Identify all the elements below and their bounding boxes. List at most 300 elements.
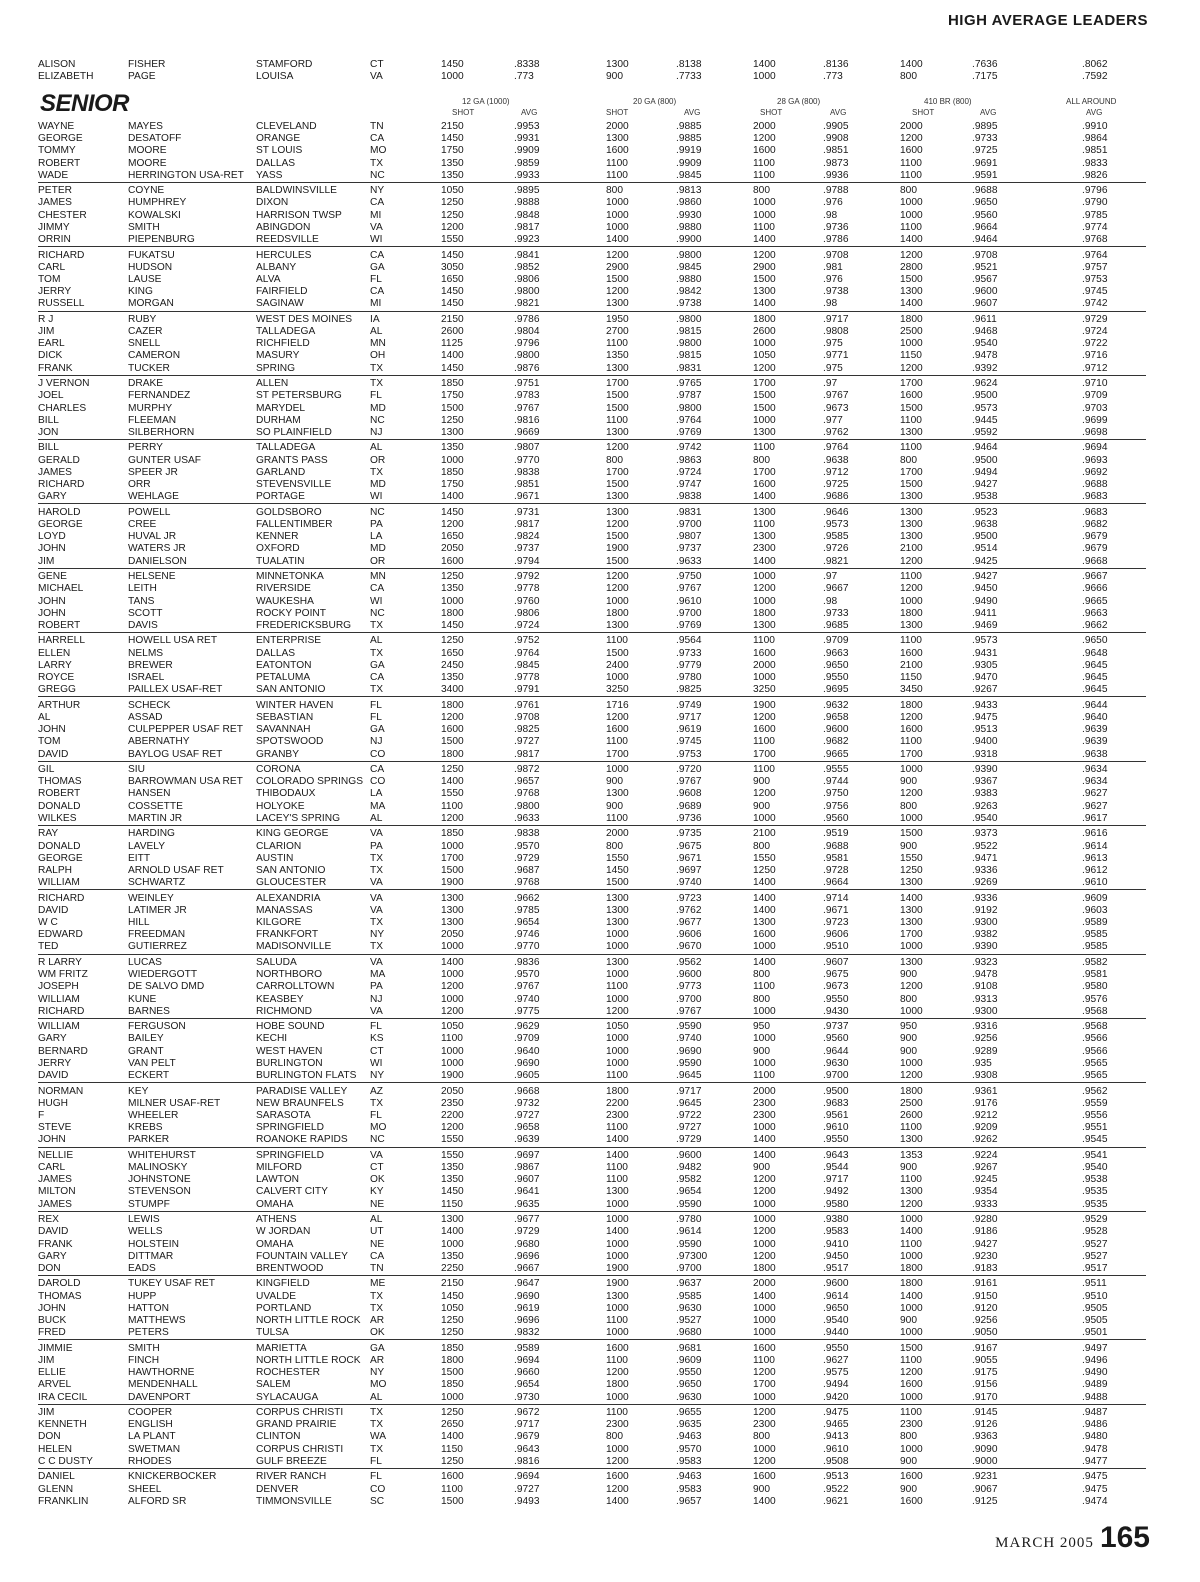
all-around-avg: .9634 [1082,776,1108,787]
avg-410: .9170 [972,1392,998,1403]
avg-410: .9313 [972,994,998,1005]
last-name: SWETMAN [128,1444,181,1455]
avg-410: .9500 [972,455,998,466]
all-around-avg: .9538 [1082,1174,1108,1185]
last-name: FLEEMAN [128,415,177,426]
shot-12ga: 1500 [441,1496,464,1507]
all-around-avg: .9768 [1082,234,1108,245]
shot-410: 1000 [900,1006,923,1017]
city: ALVA [256,274,281,285]
first-name: LARRY [38,660,72,671]
avg-28ga: .9607 [823,957,849,968]
avg-12ga: .9794 [514,556,540,567]
avg-20ga: .9722 [676,1110,702,1121]
shot-20ga: 1100 [606,1407,628,1418]
avg-410: .9367 [972,776,998,787]
state: TX [370,158,384,169]
city: NORTH LITTLE ROCK [256,1355,361,1366]
shot-28ga: 2000 [753,1086,776,1097]
state: TX [370,941,384,952]
last-name: COSSETTE [128,801,183,812]
state: CO [370,776,386,787]
shot-28ga: 1300 [753,427,776,438]
shot-28ga: 1300 [753,620,776,631]
avg-12ga: .9619 [514,1303,540,1314]
shot-410: 2000 [900,121,923,132]
city: OXFORD [256,543,300,554]
table-row [0,648,1200,660]
avg-28ga: .9420 [823,1392,849,1403]
avg-12ga: .9851 [514,479,540,490]
avg-410: .9390 [972,941,998,952]
state: GA [370,262,385,273]
last-name: WHITEHURST [128,1150,196,1161]
avg-28ga: .97 [823,378,838,389]
avg-20ga: .9527 [676,1315,702,1326]
avg-12ga: .9657 [514,776,540,787]
city: TALLADEGA [256,442,316,453]
shot-28ga: 900 [753,1484,770,1495]
shot-20ga: 1300 [606,1186,629,1197]
avg-12ga: .9806 [514,608,540,619]
state: AR [370,1315,385,1326]
state: NE [370,1199,385,1210]
state: MI [370,298,382,309]
shot-20ga: 1600 [606,724,629,735]
shot-410: 1000 [900,1058,923,1069]
avg-20ga: .9590 [676,1058,702,1069]
table-row [0,1484,1200,1496]
avg-28ga: .9465 [823,1419,849,1430]
state: MO [370,1122,387,1133]
last-name: DITTMAR [128,1251,174,1262]
avg-28ga: .9733 [823,608,849,619]
state: CA [370,583,385,594]
last-name: BAYLOG USAF RET [128,749,223,760]
first-name: THOMAS [38,1291,82,1302]
shot-20ga: 1300 [606,788,629,799]
avg-20ga: .9736 [676,813,702,824]
last-name: MALINOSKY [128,1162,188,1173]
avg-410: .9494 [972,467,998,478]
all-around-avg: .9644 [1082,700,1108,711]
state: TN [370,1263,384,1274]
all-around-avg: .9693 [1082,455,1108,466]
shot-28ga: 1100 [753,1070,775,1081]
table-row [0,801,1200,813]
avg-28ga: .9667 [823,583,849,594]
last-name: STUMPF [128,1199,170,1210]
last-name: SMITH [128,1343,160,1354]
avg-12ga: .9817 [514,519,540,530]
avg-12ga: .9647 [514,1278,540,1289]
shot-410: 1300 [900,507,923,518]
shot-410: 1800 [900,1278,923,1289]
shot-28ga: 1250 [753,865,776,876]
shot-28ga: 1100 [753,1355,775,1366]
last-name: EITT [128,853,151,864]
avg-20ga: .9749 [676,700,702,711]
shot-28ga: 1600 [753,648,776,659]
city: CORPUS CHRISTI [256,1444,344,1455]
shot-12ga: 1600 [441,724,464,735]
avg-20ga: .9773 [676,981,702,992]
group-divider [38,954,1146,955]
all-around-avg: .9742 [1082,298,1108,309]
state: ME [370,1278,386,1289]
avg-410: .9145 [972,1407,998,1418]
shot-20ga: 1100 [606,813,628,824]
last-name: WATERS JR [128,543,186,554]
shot-28ga: 1700 [753,1379,776,1390]
shot-12ga: 1400 [441,491,464,502]
last-name: CREE [128,519,157,530]
shot-28ga: 1600 [753,479,776,490]
city: ST PETERSBURG [256,390,342,401]
shot-28ga: 1000 [753,1315,776,1326]
first-name: STEVE [38,1122,72,1133]
state: WA [370,1431,387,1442]
first-name: DAVID [38,749,69,760]
avg-28ga: .9610 [823,1444,849,1455]
avg-20ga: .9670 [676,941,702,952]
shot-410: 1150 [900,350,922,361]
avg-28ga: .9762 [823,427,849,438]
shot-12ga: 1200 [441,222,464,233]
shot-28ga: 1000 [753,1214,776,1225]
table-row [0,442,1200,454]
shot-12ga: 1100 [441,1033,463,1044]
avg-28ga: .9764 [823,442,849,453]
first-name: R LARRY [38,957,82,968]
table-row [0,1327,1200,1339]
shot-12ga: 1650 [441,274,464,285]
city: DALLAS [256,648,296,659]
all-around-avg: .8062 [1082,59,1108,70]
avg-410: .9280 [972,1214,998,1225]
all-around-avg: .9556 [1082,1110,1108,1121]
table-row [0,1291,1200,1303]
shot-12ga: 1900 [441,1070,464,1081]
avg-20ga: .7733 [676,71,702,82]
shot-12ga: 1450 [441,620,464,631]
all-around-avg: .9666 [1082,583,1108,594]
all-around-avg: .9510 [1082,1291,1108,1302]
state: AL [370,1392,383,1403]
last-name: GUTIERREZ [128,941,187,952]
avg-410: .9427 [972,571,998,582]
city: FAIRFIELD [256,286,308,297]
avg-410: .9638 [972,519,998,530]
avg-20ga: .9717 [676,712,702,723]
avg-410: .9471 [972,853,998,864]
first-name: CARL [38,1162,66,1173]
shot-12ga: 1850 [441,1379,464,1390]
table-row [0,59,1200,71]
city: SAGINAW [256,298,304,309]
table-row [0,519,1200,531]
avg-410: .9611 [972,314,997,325]
last-name: COOPER [128,1407,173,1418]
last-name: CULPEPPER USAF RET [128,724,243,735]
last-name: DRAKE [128,378,164,389]
first-name: ROYCE [38,672,75,683]
table-row [0,427,1200,439]
shot-410: 1100 [900,1174,922,1185]
all-around-avg: .9785 [1082,210,1108,221]
shot-410: 1200 [900,363,923,374]
table-row [0,684,1200,696]
all-around-avg: .9682 [1082,519,1108,530]
all-around-avg: .9565 [1082,1070,1108,1081]
avg-410: .9725 [972,145,998,156]
group-divider [38,503,1146,504]
state: NE [370,1239,385,1250]
shot-12ga: 1250 [441,1327,464,1338]
shot-410: 1800 [900,700,923,711]
table-row [0,262,1200,274]
shot-28ga: 1200 [753,712,776,723]
shot-410: 2100 [900,543,923,554]
avg-12ga: .9737 [514,543,540,554]
avg-28ga: .976 [823,197,843,208]
first-name: CHARLES [38,403,87,414]
table-row [0,326,1200,338]
shot-20ga: 1500 [606,274,629,285]
avg-20ga: .9600 [676,969,702,980]
shot-410: 1100 [900,222,922,233]
city: KINGFIELD [256,1278,310,1289]
avg-20ga: .9729 [676,1134,702,1145]
first-name: FRED [38,1327,66,1338]
last-name: ENGLISH [128,1419,173,1430]
shot-12ga: 1400 [441,350,464,361]
shot-20ga: 1000 [606,994,629,1005]
shot-20ga: 1500 [606,556,629,567]
last-name: KING [128,286,153,297]
avg-410: .9573 [972,403,998,414]
first-name: GEORGE [38,133,83,144]
state: NY [370,185,385,196]
first-name: ELIZABETH [38,71,94,82]
all-around-avg: .9562 [1082,1086,1108,1097]
shot-410: 1000 [900,813,923,824]
gauge-header: 28 GA (800) [777,97,821,106]
group-divider [38,375,1146,376]
shot-28ga: 2900 [753,262,776,273]
shot-28ga: 1000 [753,338,776,349]
shot-12ga: 1750 [441,479,464,490]
all-around-avg: .9639 [1082,736,1108,747]
avg-subheader: AVG [684,108,701,117]
shot-410: 1000 [900,1303,923,1314]
table-row [0,941,1200,953]
avg-28ga: .9717 [823,314,849,325]
avg-410: .9267 [972,1162,998,1173]
city: SPRING [256,363,296,374]
avg-20ga: .9813 [676,185,702,196]
avg-12ga: .8338 [514,59,540,70]
avg-28ga: .9737 [823,1021,849,1032]
avg-20ga: .9700 [676,994,702,1005]
first-name: JIM [38,1355,55,1366]
avg-28ga: .9600 [823,724,849,735]
last-name: HELSENE [128,571,176,582]
avg-12ga: .9708 [514,712,540,723]
all-around-avg: .9486 [1082,1419,1108,1430]
avg-20ga: .9590 [676,1199,702,1210]
shot-12ga: 1100 [441,1484,463,1495]
last-name: WIEDERGOTT [128,969,198,980]
avg-28ga: .9555 [823,764,849,775]
shot-28ga: 1700 [753,749,776,760]
avg-410: .9269 [972,877,998,888]
avg-12ga: .773 [514,71,534,82]
avg-28ga: .98 [823,596,838,607]
table-row [0,1033,1200,1045]
last-name: HUDSON [128,262,173,273]
last-name: ISRAEL [128,672,165,683]
all-around-avg: .9585 [1082,941,1108,952]
shot-20ga: 1300 [606,59,629,70]
shot-20ga: 1100 [606,1174,628,1185]
shot-410: 1200 [900,1199,923,1210]
city: MANASSAS [256,905,313,916]
table-row [0,1239,1200,1251]
table-row [0,403,1200,415]
last-name: LEWIS [128,1214,160,1225]
first-name: GIL [38,764,55,775]
state: GA [370,724,385,735]
state: FL [370,1110,382,1121]
shot-20ga: 1300 [606,298,629,309]
first-name: JERRY [38,1058,72,1069]
city: SAN ANTONIO [256,684,326,695]
shot-12ga: 1300 [441,905,464,916]
shot-28ga: 800 [753,841,770,852]
all-around-avg: .9551 [1082,1122,1108,1133]
shot-20ga: 1200 [606,1456,629,1467]
all-around-avg: .9475 [1082,1484,1108,1495]
first-name: BUCK [38,1315,67,1326]
shot-20ga: 1350 [606,350,629,361]
avg-12ga: .9746 [514,929,540,940]
all-around-avg: .9757 [1082,262,1108,273]
shot-12ga: 1850 [441,1343,464,1354]
avg-12ga: .9752 [514,635,540,646]
avg-28ga: .9575 [823,1367,849,1378]
table-row [0,608,1200,620]
avg-28ga: .9475 [823,1407,849,1418]
first-name: CHESTER [38,210,87,221]
shot-410: 1400 [900,893,923,904]
avg-28ga: .9808 [823,326,849,337]
shot-410: 1700 [900,929,923,940]
shot-28ga: 1600 [753,1471,776,1482]
state: NC [370,415,385,426]
table-row [0,1315,1200,1327]
shot-410: 1300 [900,905,923,916]
shot-12ga: 1400 [441,1431,464,1442]
avg-20ga: .9747 [676,479,702,490]
shot-410: 800 [900,455,917,466]
table-row [0,813,1200,825]
avg-12ga: .9633 [514,813,540,824]
avg-12ga: .9680 [514,1239,540,1250]
city: SALUDA [256,957,297,968]
avg-28ga: .9685 [823,620,849,631]
shot-410: 1100 [900,170,922,181]
all-around-avg: .9638 [1082,749,1108,760]
avg-12ga: .9852 [514,262,540,273]
shot-28ga: 1000 [753,1392,776,1403]
state: MI [370,210,382,221]
city: TUALATIN [256,556,305,567]
city: DALLAS [256,158,296,169]
first-name: DON [38,1431,61,1442]
avg-20ga: .9740 [676,877,702,888]
avg-28ga: .9614 [823,1291,849,1302]
last-name: LEITH [128,583,157,594]
shot-28ga: 1550 [753,853,776,864]
avg-20ga: .9717 [676,1086,702,1097]
avg-410: .9650 [972,197,998,208]
avg-410: .9067 [972,1484,998,1495]
avg-28ga: .9673 [823,981,849,992]
last-name: MOORE [128,158,167,169]
last-name: ALFORD SR [128,1496,187,1507]
avg-410: .9691 [972,158,998,169]
shot-12ga: 1500 [441,403,464,414]
avg-28ga: .9508 [823,1456,849,1467]
state: TX [370,648,384,659]
table-row [0,1226,1200,1238]
city: RIVERSIDE [256,583,311,594]
group-divider [38,1211,1146,1212]
all-around-avg: .9585 [1082,929,1108,940]
avg-12ga: .9845 [514,660,540,671]
shot-410: 1400 [900,1226,923,1237]
shot-28ga: 2300 [753,1098,776,1109]
avg-12ga: .9730 [514,1392,540,1403]
last-name: KOWALSKI [128,210,181,221]
table-row [0,491,1200,503]
first-name: JIMMY [38,222,70,233]
shot-12ga: 1050 [441,185,464,196]
avg-12ga: .9694 [514,1471,540,1482]
shot-12ga: 2150 [441,1278,464,1289]
shot-12ga: 1150 [441,1444,463,1455]
avg-20ga: .9825 [676,684,702,695]
first-name: JAMES [38,467,72,478]
shot-12ga: 1550 [441,1150,464,1161]
table-row [0,363,1200,375]
shot-12ga: 2050 [441,1086,464,1097]
first-name: CARL [38,262,66,273]
avg-20ga: .9645 [676,1070,702,1081]
avg-20ga: .9608 [676,788,702,799]
last-name: LATIMER JR [128,905,187,916]
all-around-avg: .9566 [1082,1033,1108,1044]
first-name: JAMES [38,1174,72,1185]
avg-20ga: .9650 [676,1379,702,1390]
city: CALVERT CITY [256,1186,328,1197]
shot-410: 1300 [900,531,923,542]
last-name: MATTHEWS [128,1315,186,1326]
avg-410: .9050 [972,1327,998,1338]
avg-410: .9538 [972,491,998,502]
group-divider [38,1468,1146,1469]
